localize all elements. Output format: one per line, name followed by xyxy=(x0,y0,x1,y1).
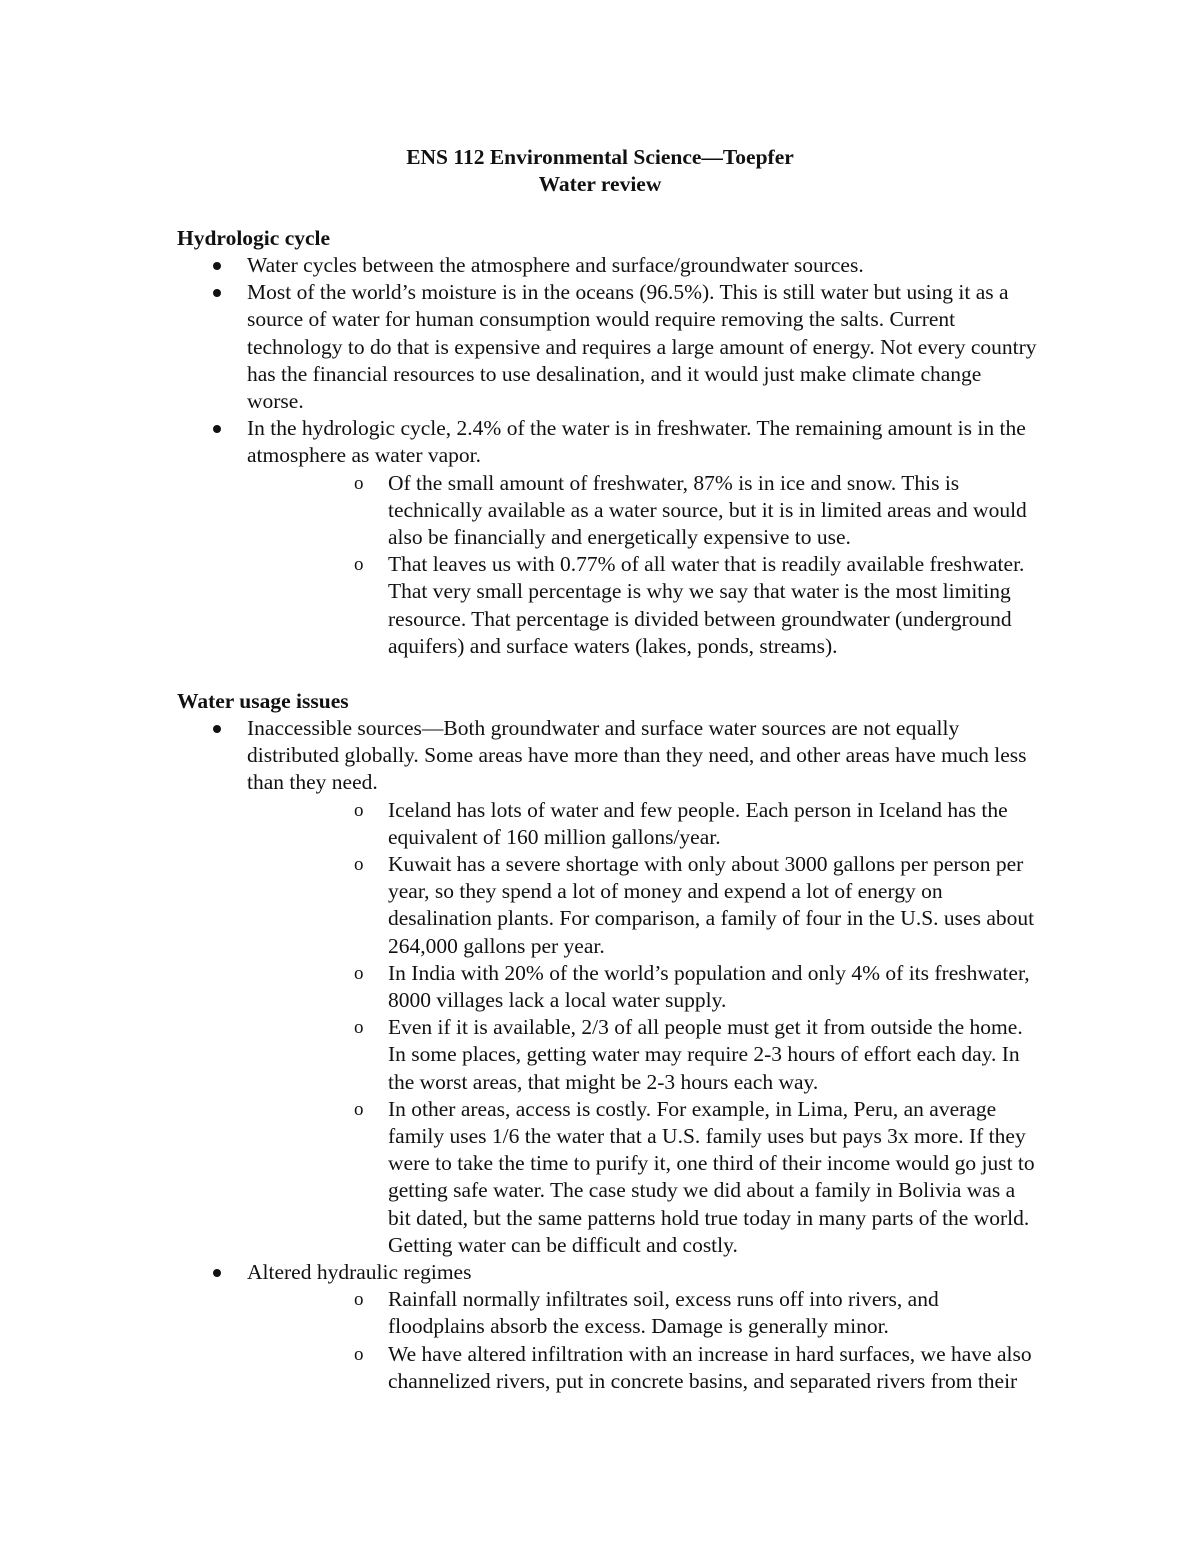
sub-list-item-text: Rainfall normally infiltrates soil, excess runs off into rivers, and floodplains absorb the excess. Damage is generally minor. xyxy=(388,1287,939,1339)
sub-list-item xyxy=(247,551,1037,660)
section-heading-water-usage-issues: Water usage issues xyxy=(177,689,349,713)
sub-list-item-text: Iceland has lots of water and few people. Each person in Iceland has the equivalent of 160 million gallons/year. xyxy=(388,797,1008,849)
circle-bullet-icon: o xyxy=(354,554,364,576)
circle-bullet-icon: o xyxy=(354,472,364,494)
list-item xyxy=(177,1259,1037,1395)
bullet-icon xyxy=(213,725,221,733)
list-item-text: In the hydrologic cycle, 2.4% of the water is in freshwater. The remaining amount is in the atmosphere as water vapor. xyxy=(247,416,1026,468)
sub-list-item xyxy=(247,1014,1037,1096)
list-item xyxy=(177,415,1037,660)
sub-list-item-text: Even if it is available, 2/3 of all people must get it from outside the home. In some places, getting water may require 2-3 hours of effort each day. In the worst areas, that might be 2-3 hours each way. xyxy=(388,1015,1023,1094)
list-item xyxy=(177,715,1037,1259)
sub-list xyxy=(247,1286,1037,1395)
circle-bullet-icon: o xyxy=(354,854,364,876)
circle-bullet-icon: o xyxy=(354,1343,364,1365)
sub-list xyxy=(247,470,1037,660)
sub-list-item-text: Kuwait has a severe shortage with only about 3000 gallons per person per year, so they spend a lot of money and expend a lot of energy on desalination plants. For comparison, a family of four in the U.S. uses about 264,000 gallons per year. xyxy=(388,852,1035,958)
circle-bullet-icon: o xyxy=(354,799,364,821)
bullet-icon xyxy=(213,289,221,297)
hydrologic-cycle-list xyxy=(177,252,1037,660)
sub-list-item xyxy=(247,1286,1037,1340)
sub-list-item-text: We have altered infiltration with an increase in hard surfaces, we have also channelized rivers, put in concrete basins, and separated rivers from their xyxy=(388,1341,1032,1393)
circle-bullet-icon: o xyxy=(354,1289,364,1311)
list-item-text: Altered hydraulic regimes xyxy=(247,1260,472,1285)
bullet-icon xyxy=(213,425,221,433)
course-title: ENS 112 Environmental Science—Toepfer xyxy=(406,145,794,169)
list-item-text: Inaccessible sources—Both groundwater and surface water sources are not equally distributed globally. Some areas have more than they need, and other areas have much less than they need. xyxy=(247,716,1027,795)
sub-list xyxy=(247,797,1037,1259)
list-item xyxy=(177,252,1037,279)
circle-bullet-icon: o xyxy=(354,1017,364,1039)
sub-list-item xyxy=(247,960,1037,1014)
sub-list-item-text: That leaves us with 0.77% of all water that is readily available freshwater. That very small percentage is why we say that water is the most limiting resource. That percentage is divided between groundwater (underground aquifers) and surface waters (lakes, ponds, streams). xyxy=(388,552,1025,658)
sub-list-item-text: In other areas, access is costly. For example, in Lima, Peru, an average family uses 1/6 the water that a U.S. family uses but pays 3x more. If they were to take the time to purify it, one third of their income would go just to getting safe water. The case study we did about a family in Bolivia was a bit dated, but the same patterns hold true today in many parts of the world. Getting water can be difficult and costly. xyxy=(388,1096,1035,1257)
list-item xyxy=(177,279,1037,415)
sub-list-item-text: In India with 20% of the world’s population and only 4% of its freshwater, 8000 villages lack a local water supply. xyxy=(388,960,1030,1013)
sub-list-item-text: Of the small amount of freshwater, 87% is in ice and snow. This is technically available as a water source, but it is in limited areas and would also be financially and energetically expensive to use. xyxy=(388,470,1027,550)
bullet-icon xyxy=(213,1269,221,1277)
water-usage-issues-list xyxy=(177,715,1037,1395)
sub-list-item xyxy=(247,1341,1037,1395)
list-item-text: Water cycles between the atmosphere and surface/groundwater sources. xyxy=(247,253,864,277)
circle-bullet-icon: o xyxy=(354,1098,364,1120)
sub-list-item xyxy=(247,1096,1037,1259)
circle-bullet-icon: o xyxy=(354,962,364,984)
bullet-icon xyxy=(213,262,221,270)
sub-list-item xyxy=(247,470,1037,552)
sub-list-item xyxy=(247,851,1037,960)
section-heading-hydrologic-cycle: Hydrologic cycle xyxy=(177,226,331,250)
sub-list-item xyxy=(247,797,1037,851)
document-title: Water review xyxy=(538,172,662,196)
list-item-text: Most of the world’s moisture is in the oceans (96.5%). This is still water but using it as a source of water for human consumption would require removing the salts. Current technology to do that is expensive and requires a large amount of energy. Not every country has the financial resources to use desalination, and it would just make climate change worse. xyxy=(247,280,1037,414)
